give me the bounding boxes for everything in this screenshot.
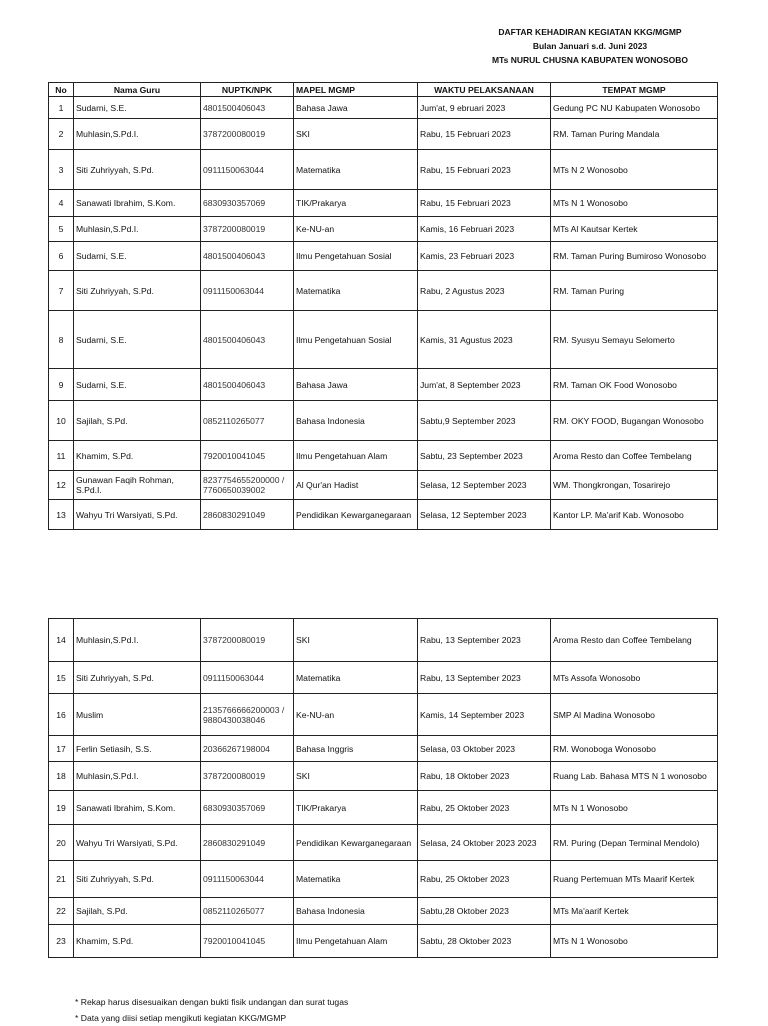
cell-nuptk: 0911150063044 bbox=[201, 662, 294, 694]
cell-nama: Wahyu Tri Warsiyati, S.Pd. bbox=[74, 825, 201, 861]
table-row bbox=[49, 619, 718, 662]
cell-nama: Siti Zuhriyyah, S.Pd. bbox=[74, 271, 201, 311]
cell-tempat: Kantor LP. Ma'arif Kab. Wonosobo bbox=[551, 500, 718, 530]
cell-nuptk: 6830930357069 bbox=[201, 190, 294, 217]
table-row bbox=[49, 311, 718, 369]
cell-mapel: Ilmu Pengetahuan Alam bbox=[294, 925, 418, 958]
cell-waktu: Sabtu,9 September 2023 bbox=[418, 401, 551, 441]
table-row bbox=[49, 369, 718, 401]
cell-no: 14 bbox=[49, 619, 74, 662]
table-row bbox=[49, 662, 718, 694]
table-row bbox=[49, 119, 718, 150]
cell-nama: Ferlin Setiasih, S.S. bbox=[74, 736, 201, 762]
cell-nama: Wahyu Tri Warsiyati, S.Pd. bbox=[74, 500, 201, 530]
cell-nama: Gunawan Faqih Rohman, S.Pd.I. bbox=[74, 471, 201, 500]
cell-nama: Muhlasin,S.Pd.I. bbox=[74, 217, 201, 242]
cell-tempat: RM. Taman Puring bbox=[551, 271, 718, 311]
cell-no: 6 bbox=[49, 242, 74, 271]
cell-tempat: RM. Syusyu Semayu Selomerto bbox=[551, 311, 718, 369]
cell-mapel: Bahasa Jawa bbox=[294, 97, 418, 119]
cell-no: 3 bbox=[49, 150, 74, 190]
cell-nuptk: 0911150063044 bbox=[201, 150, 294, 190]
cell-tempat: RM. Taman Puring Bumiroso Wonosobo bbox=[551, 242, 718, 271]
cell-tempat: Aroma Resto dan Coffee Tembelang bbox=[551, 441, 718, 471]
cell-tempat: MTs Al Kautsar Kertek bbox=[551, 217, 718, 242]
cell-waktu: Kamis, 14 September 2023 bbox=[418, 694, 551, 736]
cell-mapel: TIK/Prakarya bbox=[294, 791, 418, 825]
cell-nama: Sajilah, S.Pd. bbox=[74, 898, 201, 925]
cell-mapel: Bahasa Jawa bbox=[294, 369, 418, 401]
cell-waktu: Rabu, 13 September 2023 bbox=[418, 619, 551, 662]
table-row bbox=[49, 736, 718, 762]
footnotes bbox=[75, 994, 348, 1026]
cell-no: 13 bbox=[49, 500, 74, 530]
cell-nuptk: 0852110265077 bbox=[201, 401, 294, 441]
cell-mapel: SKI bbox=[294, 762, 418, 791]
cell-waktu: Selasa, 03 Oktober 2023 bbox=[418, 736, 551, 762]
cell-mapel: Matematika bbox=[294, 150, 418, 190]
table-row bbox=[49, 217, 718, 242]
cell-tempat: RM. Puring (Depan Terminal Mendolo) bbox=[551, 825, 718, 861]
cell-waktu: Sabtu, 23 September 2023 bbox=[418, 441, 551, 471]
cell-nama: Khamim, S.Pd. bbox=[74, 441, 201, 471]
cell-no: 7 bbox=[49, 271, 74, 311]
cell-nuptk: 7920010041045 bbox=[201, 441, 294, 471]
table-row bbox=[49, 471, 718, 500]
col-header-mapel: MAPEL MGMP bbox=[294, 83, 418, 97]
cell-tempat: Ruang Lab. Bahasa MTS N 1 wonosobo bbox=[551, 762, 718, 791]
cell-nama: Khamim, S.Pd. bbox=[74, 925, 201, 958]
table-row bbox=[49, 898, 718, 925]
table-row bbox=[49, 762, 718, 791]
cell-waktu: Selasa, 12 September 2023 bbox=[418, 471, 551, 500]
cell-tempat: Aroma Resto dan Coffee Tembelang bbox=[551, 619, 718, 662]
cell-no: 22 bbox=[49, 898, 74, 925]
cell-waktu: Kamis, 31 Agustus 2023 bbox=[418, 311, 551, 369]
cell-nuptk: 7920010041045 bbox=[201, 925, 294, 958]
cell-no: 23 bbox=[49, 925, 74, 958]
table-row bbox=[49, 150, 718, 190]
cell-nama: Sanawati Ibrahim, S.Kom. bbox=[74, 190, 201, 217]
cell-tempat: Gedung PC NU Kabupaten Wonosobo bbox=[551, 97, 718, 119]
cell-nama: Siti Zuhriyyah, S.Pd. bbox=[74, 150, 201, 190]
cell-waktu: Rabu, 18 Oktober 2023 bbox=[418, 762, 551, 791]
cell-mapel: Ke-NU-an bbox=[294, 217, 418, 242]
cell-waktu: Rabu, 25 Oktober 2023 bbox=[418, 791, 551, 825]
cell-tempat: Ruang Pertemuan MTs Maarif Kertek bbox=[551, 861, 718, 898]
cell-mapel: Ilmu Pengetahuan Sosial bbox=[294, 242, 418, 271]
cell-no: 16 bbox=[49, 694, 74, 736]
cell-waktu: Kamis, 16 Februari 2023 bbox=[418, 217, 551, 242]
header-school: MTs NURUL CHUSNA KABUPATEN WONOSOBO bbox=[492, 55, 688, 65]
cell-waktu: Rabu, 15 Februari 2023 bbox=[418, 150, 551, 190]
cell-no: 10 bbox=[49, 401, 74, 441]
cell-mapel: Bahasa Inggris bbox=[294, 736, 418, 762]
col-header-nama: Nama Guru bbox=[74, 83, 201, 97]
table-row bbox=[49, 401, 718, 441]
cell-nuptk: 4801500406043 bbox=[201, 311, 294, 369]
cell-tempat: MTs N 1 Wonosobo bbox=[551, 190, 718, 217]
cell-waktu: Jum'at, 9 ebruari 2023 bbox=[418, 97, 551, 119]
cell-mapel: Matematika bbox=[294, 271, 418, 311]
cell-no: 21 bbox=[49, 861, 74, 898]
col-header-no: No bbox=[49, 83, 74, 97]
cell-nama: Sudarni, S.E. bbox=[74, 97, 201, 119]
cell-no: 1 bbox=[49, 97, 74, 119]
cell-waktu: Rabu, 13 September 2023 bbox=[418, 662, 551, 694]
table-row bbox=[49, 190, 718, 217]
document-header bbox=[440, 25, 740, 67]
footnote-1: * Rekap harus disesuaikan dengan bukti fisik undangan dan surat tugas bbox=[75, 997, 349, 1007]
cell-nuptk: 8237754655200000 / 7760650039002 bbox=[201, 471, 294, 500]
cell-nama: Siti Zuhriyyah, S.Pd. bbox=[74, 662, 201, 694]
cell-waktu: Jum'at, 8 September 2023 bbox=[418, 369, 551, 401]
cell-nuptk: 3787200080019 bbox=[201, 119, 294, 150]
cell-mapel: Pendidikan Kewarganegaraan bbox=[294, 825, 418, 861]
cell-nuptk: 2135766666200003 / 9880430038046 bbox=[201, 694, 294, 736]
cell-waktu: Rabu, 25 Oktober 2023 bbox=[418, 861, 551, 898]
table-row bbox=[49, 861, 718, 898]
col-header-nuptk: NUPTK/NPK bbox=[201, 83, 294, 97]
cell-no: 19 bbox=[49, 791, 74, 825]
cell-tempat: MTs N 2 Wonosobo bbox=[551, 150, 718, 190]
table-row bbox=[49, 825, 718, 861]
cell-tempat: SMP Al Madina Wonosobo bbox=[551, 694, 718, 736]
cell-nuptk: 4801500406043 bbox=[201, 369, 294, 401]
col-header-waktu: WAKTU PELAKSANAAN bbox=[418, 83, 551, 97]
cell-nuptk: 4801500406043 bbox=[201, 97, 294, 119]
cell-tempat: RM. Wonoboga Wonosobo bbox=[551, 736, 718, 762]
cell-mapel: Ilmu Pengetahuan Sosial bbox=[294, 311, 418, 369]
cell-tempat: MTs Assofa Wonosobo bbox=[551, 662, 718, 694]
cell-waktu: Sabtu,28 Oktober 2023 bbox=[418, 898, 551, 925]
cell-mapel: Matematika bbox=[294, 861, 418, 898]
cell-nuptk: 0852110265077 bbox=[201, 898, 294, 925]
cell-nama: Sudarni, S.E. bbox=[74, 242, 201, 271]
table-row bbox=[49, 97, 718, 119]
cell-tempat: MTs N 1 Wonosobo bbox=[551, 791, 718, 825]
cell-nuptk: 3787200080019 bbox=[201, 217, 294, 242]
cell-no: 5 bbox=[49, 217, 74, 242]
cell-nama: Sanawati Ibrahim, S.Kom. bbox=[74, 791, 201, 825]
cell-mapel: Bahasa Indonesia bbox=[294, 401, 418, 441]
attendance-table-1 bbox=[48, 82, 718, 530]
cell-no: 9 bbox=[49, 369, 74, 401]
cell-waktu: Rabu, 15 Februari 2023 bbox=[418, 119, 551, 150]
cell-tempat: RM. Taman Puring Mandala bbox=[551, 119, 718, 150]
cell-mapel: Matematika bbox=[294, 662, 418, 694]
table-row bbox=[49, 791, 718, 825]
cell-nama: Sudarni, S.E. bbox=[74, 311, 201, 369]
cell-nama: Muslim bbox=[74, 694, 201, 736]
cell-mapel: Ilmu Pengetahuan Alam bbox=[294, 441, 418, 471]
cell-mapel: SKI bbox=[294, 119, 418, 150]
cell-waktu: Selasa, 12 September 2023 bbox=[418, 500, 551, 530]
cell-nuptk: 3787200080019 bbox=[201, 619, 294, 662]
cell-no: 20 bbox=[49, 825, 74, 861]
cell-waktu: Sabtu, 28 Oktober 2023 bbox=[418, 925, 551, 958]
cell-tempat: RM. Taman OK Food Wonosobo bbox=[551, 369, 718, 401]
attendance-table-2 bbox=[48, 618, 718, 958]
header-period: Bulan Januari s.d. Juni 2023 bbox=[532, 41, 648, 51]
cell-nama: Muhlasin,S.Pd.I. bbox=[74, 762, 201, 791]
cell-mapel: SKI bbox=[294, 619, 418, 662]
cell-no: 15 bbox=[49, 662, 74, 694]
cell-waktu: Rabu, 2 Agustus 2023 bbox=[418, 271, 551, 311]
cell-waktu: Rabu, 15 Februari 2023 bbox=[418, 190, 551, 217]
table-header-row bbox=[49, 83, 718, 97]
cell-no: 11 bbox=[49, 441, 74, 471]
table-row bbox=[49, 441, 718, 471]
cell-waktu: Selasa, 24 Oktober 2023 2023 bbox=[418, 825, 551, 861]
cell-nuptk: 2860830291049 bbox=[201, 825, 294, 861]
cell-mapel: Bahasa Indonesia bbox=[294, 898, 418, 925]
cell-nama: Muhlasin,S.Pd.I. bbox=[74, 119, 201, 150]
cell-mapel: Pendidikan Kewarganegaraan bbox=[294, 500, 418, 530]
cell-no: 4 bbox=[49, 190, 74, 217]
table-row bbox=[49, 242, 718, 271]
cell-nama: Siti Zuhriyyah, S.Pd. bbox=[74, 861, 201, 898]
cell-nuptk: 0911150063044 bbox=[201, 271, 294, 311]
header-title: DAFTAR KEHADIRAN KEGIATAN KKG/MGMP bbox=[498, 27, 682, 37]
cell-mapel: Ke-NU-an bbox=[294, 694, 418, 736]
cell-nuptk: 3787200080019 bbox=[201, 762, 294, 791]
cell-nuptk: 20366267198004 bbox=[201, 736, 294, 762]
table-row bbox=[49, 271, 718, 311]
cell-nama: Sudarni, S.E. bbox=[74, 369, 201, 401]
cell-nuptk: 0911150063044 bbox=[201, 861, 294, 898]
cell-tempat: RM. OKY FOOD, Bugangan Wonosobo bbox=[551, 401, 718, 441]
footnote-2: * Data yang diisi setiap mengikuti kegiatan KKG/MGMP bbox=[75, 1013, 287, 1023]
table-row bbox=[49, 925, 718, 958]
cell-no: 12 bbox=[49, 471, 74, 500]
cell-tempat: MTs N 1 Wonosobo bbox=[551, 925, 718, 958]
table-row bbox=[49, 500, 718, 530]
table-row bbox=[49, 694, 718, 736]
cell-tempat: WM. Thongkrongan, Tosarirejo bbox=[551, 471, 718, 500]
cell-no: 18 bbox=[49, 762, 74, 791]
cell-mapel: Al Qur'an Hadist bbox=[294, 471, 418, 500]
cell-tempat: MTs Ma'aarif Kertek bbox=[551, 898, 718, 925]
cell-mapel: TIK/Prakarya bbox=[294, 190, 418, 217]
cell-nama: Muhlasin,S.Pd.I. bbox=[74, 619, 201, 662]
cell-nama: Sajilah, S.Pd. bbox=[74, 401, 201, 441]
col-header-tempat: TEMPAT MGMP bbox=[551, 83, 718, 97]
cell-nuptk: 2860830291049 bbox=[201, 500, 294, 530]
cell-no: 8 bbox=[49, 311, 74, 369]
cell-nuptk: 6830930357069 bbox=[201, 791, 294, 825]
cell-no: 2 bbox=[49, 119, 74, 150]
cell-no: 17 bbox=[49, 736, 74, 762]
cell-waktu: Kamis, 23 Februari 2023 bbox=[418, 242, 551, 271]
cell-nuptk: 4801500406043 bbox=[201, 242, 294, 271]
